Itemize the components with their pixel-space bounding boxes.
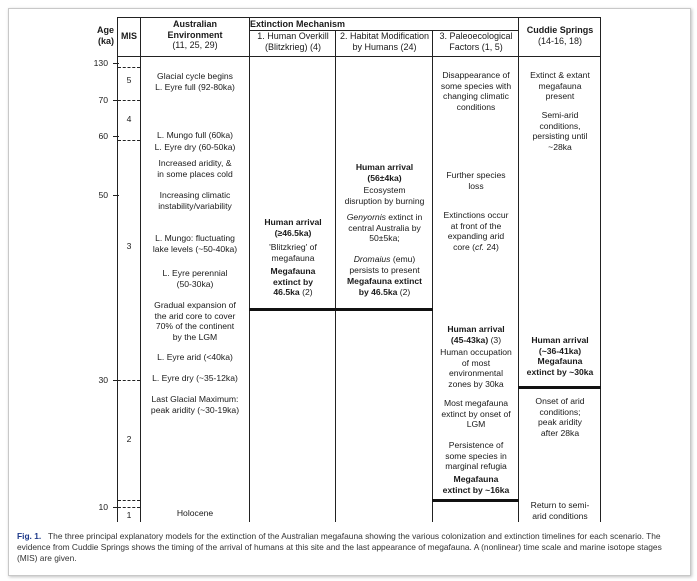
age-tick <box>113 195 119 196</box>
extinction-marker <box>249 308 433 311</box>
env-glacial-cycle: Glacial cycle begins L. Eyre full (92-80ka) <box>155 71 235 92</box>
age-label: 10 <box>98 502 108 512</box>
env-climatic-instability: Increasing climatic instability/variability <box>158 190 232 211</box>
age-tick <box>113 63 119 64</box>
paleo-further-loss: Further species loss <box>446 170 506 191</box>
paleo-persistence: Persistence of some species in marginal refugia <box>445 440 507 471</box>
mis-label: 1 <box>126 510 132 520</box>
mis-label: 5 <box>126 75 132 85</box>
mis-label: 3 <box>126 241 132 251</box>
cuddie-megafauna-present: Extinct & extant megafauna present <box>530 70 590 101</box>
mis-boundary <box>118 100 140 101</box>
header-habitat-modification: 2. Habitat Modification by Humans (24) <box>339 31 430 52</box>
env-eyre-perennial: L. Eyre perennial (50-30ka) <box>162 268 228 289</box>
age-label: 50 <box>98 190 108 200</box>
cuddie-return-semi-arid: Return to semi- arid conditions <box>530 500 590 521</box>
extinction-marker <box>518 386 601 389</box>
habitat-dromaius: Dromaius (emu) persists to present <box>349 254 420 275</box>
header-mis: MIS <box>120 31 137 41</box>
env-arid-core: Gradual expansion of the arid core to cover 70% of the continent by the LGM <box>154 300 236 342</box>
mis-label: 2 <box>126 434 132 444</box>
extinction-marker <box>432 499 519 502</box>
habitat-ecosystem-disruption: Ecosystem disruption by burning <box>344 185 425 206</box>
age-label: 130 <box>93 58 108 68</box>
age-label: 70 <box>98 95 108 105</box>
env-increased-aridity: Increased aridity, & in some places cold <box>157 158 233 179</box>
header-extinction-rule <box>250 30 519 31</box>
header-top-rule <box>117 17 601 18</box>
paleo-human-arrival: Human arrival (45-43ka) (3) <box>447 324 505 345</box>
header-human-overkill: 1. Human Overkill (Blitzkrieg) (4) <box>257 31 329 52</box>
figure-label: Fig. 1. <box>17 531 42 541</box>
mis-boundary <box>118 67 140 68</box>
mis-boundary <box>118 380 140 381</box>
age-label: 60 <box>98 131 108 141</box>
env-eyre-arid: L. Eyre arid (<40ka) <box>157 352 233 362</box>
habitat-human-arrival: Human arrival (56±4ka) <box>355 162 414 183</box>
age-tick <box>113 136 119 137</box>
overkill-human-arrival: Human arrival (≥46.5ka) <box>264 217 322 238</box>
paleo-extinctions-front: Extinctions occur at front of the expanding arid core (cf. 24) <box>443 210 509 252</box>
mis-boundary <box>118 140 140 141</box>
cuddie-arid-onset: Onset of arid conditions; peak aridity after 28ka <box>535 396 585 438</box>
axis-line <box>117 17 118 522</box>
habitat-genyornis: Genyornis extinct in central Australia by 50±5ka; <box>346 212 423 243</box>
habitat-megafauna-extinct: Megafauna extinct by 46.5ka (2) <box>347 276 422 297</box>
mis-boundary <box>118 507 140 508</box>
paleo-disappearance: Disappearance of some species with changing climatic conditions <box>440 70 512 112</box>
header-bottom-rule <box>117 56 601 57</box>
header-australian-environment: Australian Environment (11, 25, 29) <box>167 19 223 50</box>
age-label: 30 <box>98 375 108 385</box>
paleo-human-occupation: Human occupation of most environmental zones by 30ka <box>440 347 512 389</box>
cuddie-semi-arid: Semi-arid conditions, persisting until ~28ka <box>532 110 588 152</box>
mis-boundary <box>118 500 140 501</box>
cuddie-human-arrival: Human arrival (~36-41ka) Megafauna extinct by ~30ka <box>526 335 594 377</box>
env-eyre-dry: L. Eyre dry (60-50ka) <box>154 142 236 152</box>
figure-caption <box>17 531 682 564</box>
env-lgm: Last Glacial Maximum: peak aridity (~30-19ka) <box>150 394 240 415</box>
env-mungo-fluctuating: L. Mungo: fluctuating lake levels (~50-40ka) <box>152 233 238 254</box>
overkill-megafauna-extinct: Megafauna extinct by 46.5ka (2) <box>270 266 316 297</box>
env-holocene: Holocene <box>176 508 214 518</box>
header-extinction-mechanism: Extinction Mechanism <box>250 19 346 29</box>
env-eyre-dry-late: L. Eyre dry (~35-12ka) <box>152 373 238 383</box>
mis-label: 4 <box>126 114 132 124</box>
env-mungo-full: L. Mungo full (60ka) <box>157 130 233 140</box>
header-age: Age (ka) <box>96 25 114 46</box>
paleo-most-megafauna: Most megafauna extinct by onset of LGM <box>441 398 511 429</box>
figure-caption-text: The three principal explanatory models for the extinction of the Australian megafauna showing the various colonization and extinction timelines for each scenario. The evidence from Cuddie Springs shows the timing of the arrival of humans at this site and the last appearance of megafauna. A (nonlinear) time scale and marine isotope stages (MIS) are given. <box>17 531 662 563</box>
header-cuddie-springs: Cuddie Springs (14-16, 18) <box>526 25 594 46</box>
paleo-megafauna-extinct: Megafauna extinct by ~16ka <box>442 474 510 495</box>
header-paleoecological: 3. Paleoecological Factors (1, 5) <box>439 31 513 52</box>
overkill-blitzkrieg: 'Blitzkrieg' of megafauna <box>269 242 317 263</box>
